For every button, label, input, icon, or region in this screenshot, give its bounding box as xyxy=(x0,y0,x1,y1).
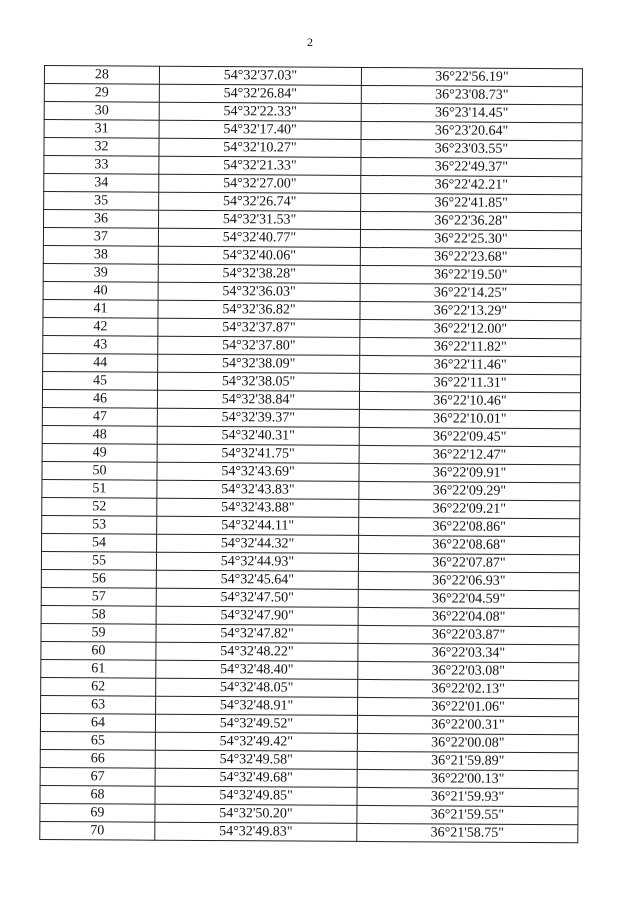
latitude-cell: 54°32'44.32" xyxy=(157,534,359,553)
latitude-cell: 54°32'48.05" xyxy=(156,678,358,697)
longitude-cell: 36°22'09.29" xyxy=(359,481,580,500)
point-number-cell: 64 xyxy=(40,713,155,732)
point-number-cell: 67 xyxy=(40,767,155,786)
point-number-cell: 61 xyxy=(41,659,156,678)
longitude-cell: 36°22'56.19" xyxy=(361,67,582,86)
longitude-cell: 36°23'08.73" xyxy=(361,85,582,104)
point-number-cell: 28 xyxy=(44,66,159,85)
point-number-cell: 60 xyxy=(41,641,156,660)
longitude-cell: 36°22'09.91" xyxy=(359,463,580,482)
point-number-cell: 30 xyxy=(44,102,159,121)
longitude-cell: 36°22'00.13" xyxy=(357,769,578,788)
longitude-cell: 36°22'13.29" xyxy=(360,301,581,320)
point-number-cell: 46 xyxy=(42,389,157,408)
latitude-cell: 54°32'40.77" xyxy=(158,228,360,247)
longitude-cell: 36°23'14.45" xyxy=(361,103,582,122)
point-number-cell: 59 xyxy=(41,623,156,642)
point-number-cell: 40 xyxy=(43,281,158,300)
latitude-cell: 54°32'37.80" xyxy=(158,336,360,355)
longitude-cell: 36°22'19.50" xyxy=(360,265,581,284)
point-number-cell: 29 xyxy=(44,84,159,103)
latitude-cell: 54°32'49.52" xyxy=(155,714,357,733)
longitude-cell: 36°22'49.37" xyxy=(361,157,582,176)
point-number-cell: 35 xyxy=(44,192,159,211)
latitude-cell: 54°32'48.40" xyxy=(156,660,358,679)
latitude-cell: 54°32'10.27" xyxy=(159,138,361,157)
longitude-cell: 36°22'25.30" xyxy=(360,229,581,248)
point-number-cell: 65 xyxy=(40,731,155,750)
latitude-cell: 54°32'47.82" xyxy=(156,624,358,643)
longitude-cell: 36°22'11.31" xyxy=(360,373,581,392)
longitude-cell: 36°22'03.34" xyxy=(358,643,579,662)
point-number-cell: 31 xyxy=(44,120,159,139)
longitude-cell: 36°21'59.89" xyxy=(357,751,578,770)
longitude-cell: 36°22'04.08" xyxy=(358,607,579,626)
point-number-cell: 52 xyxy=(42,497,157,516)
latitude-cell: 54°32'49.83" xyxy=(155,822,357,841)
longitude-cell: 36°21'59.55" xyxy=(357,805,578,824)
coordinates-table-body xyxy=(40,66,583,843)
point-number-cell: 41 xyxy=(43,299,158,318)
longitude-cell: 36°21'58.75" xyxy=(357,823,578,842)
point-number-cell: 63 xyxy=(41,695,156,714)
longitude-cell: 36°22'11.46" xyxy=(360,355,581,374)
latitude-cell: 54°32'17.40" xyxy=(159,120,361,139)
longitude-cell: 36°22'10.46" xyxy=(359,391,580,410)
longitude-cell: 36°22'42.21" xyxy=(361,175,582,194)
latitude-cell: 54°32'48.22" xyxy=(156,642,358,661)
latitude-cell: 54°32'45.64" xyxy=(156,570,358,589)
point-number-cell: 57 xyxy=(41,587,156,606)
latitude-cell: 54°32'26.84" xyxy=(159,84,361,103)
longitude-cell: 36°22'41.85" xyxy=(361,193,582,212)
longitude-cell: 36°22'12.00" xyxy=(360,319,581,338)
latitude-cell: 54°32'47.50" xyxy=(156,588,358,607)
longitude-cell: 36°22'36.28" xyxy=(361,211,582,230)
latitude-cell: 54°32'41.75" xyxy=(157,444,359,463)
latitude-cell: 54°32'31.53" xyxy=(159,210,361,229)
longitude-cell: 36°23'03.55" xyxy=(361,139,582,158)
longitude-cell: 36°22'04.59" xyxy=(358,589,579,608)
latitude-cell: 54°32'48.91" xyxy=(156,696,358,715)
point-number-cell: 70 xyxy=(40,821,155,840)
latitude-cell: 54°32'39.37" xyxy=(157,408,359,427)
latitude-cell: 54°32'44.93" xyxy=(156,552,358,571)
point-number-cell: 49 xyxy=(42,443,157,462)
latitude-cell: 54°32'40.31" xyxy=(157,426,359,445)
latitude-cell: 54°32'38.84" xyxy=(157,390,359,409)
longitude-cell: 36°22'00.08" xyxy=(357,733,578,752)
latitude-cell: 54°32'38.09" xyxy=(158,354,360,373)
point-number-cell: 56 xyxy=(41,569,156,588)
longitude-cell: 36°22'23.68" xyxy=(360,247,581,266)
point-number-cell: 42 xyxy=(43,317,158,336)
point-number-cell: 45 xyxy=(43,371,158,390)
latitude-cell: 54°32'36.82" xyxy=(158,300,360,319)
point-number-cell: 38 xyxy=(43,245,158,264)
point-number-cell: 68 xyxy=(40,785,155,804)
longitude-cell: 36°22'07.87" xyxy=(358,553,579,572)
longitude-cell: 36°22'03.08" xyxy=(358,661,579,680)
point-number-cell: 50 xyxy=(42,461,157,480)
latitude-cell: 54°32'40.06" xyxy=(158,246,360,265)
point-number-cell: 53 xyxy=(42,515,157,534)
point-number-cell: 55 xyxy=(41,551,156,570)
latitude-cell: 54°32'49.58" xyxy=(155,750,357,769)
latitude-cell: 54°32'49.42" xyxy=(155,732,357,751)
latitude-cell: 54°32'21.33" xyxy=(159,156,361,175)
latitude-cell: 54°32'37.87" xyxy=(158,318,360,337)
point-number-cell: 33 xyxy=(44,156,159,175)
point-number-cell: 66 xyxy=(40,749,155,768)
longitude-cell: 36°22'08.68" xyxy=(359,535,580,554)
point-number-cell: 39 xyxy=(43,263,158,282)
longitude-cell: 36°22'09.45" xyxy=(359,427,580,446)
point-number-cell: 47 xyxy=(42,407,157,426)
point-number-cell: 48 xyxy=(42,425,157,444)
longitude-cell: 36°22'06.93" xyxy=(358,571,579,590)
longitude-cell: 36°22'01.06" xyxy=(358,697,579,716)
longitude-cell: 36°22'10.01" xyxy=(359,409,580,428)
longitude-cell: 36°22'00.31" xyxy=(357,715,578,734)
point-number-cell: 51 xyxy=(42,479,157,498)
point-number-cell: 58 xyxy=(41,605,156,624)
coordinates-table xyxy=(39,65,583,843)
point-number-cell: 62 xyxy=(41,677,156,696)
latitude-cell: 54°32'38.28" xyxy=(158,264,360,283)
latitude-cell: 54°32'26.74" xyxy=(159,192,361,211)
point-number-cell: 43 xyxy=(43,335,158,354)
longitude-cell: 36°22'12.47" xyxy=(359,445,580,464)
latitude-cell: 54°32'43.83" xyxy=(157,480,359,499)
page-number: 2 xyxy=(307,35,313,49)
longitude-cell: 36°21'59.93" xyxy=(357,787,578,806)
latitude-cell: 54°32'36.03" xyxy=(158,282,360,301)
longitude-cell: 36°22'03.87" xyxy=(358,625,579,644)
longitude-cell: 36°22'09.21" xyxy=(359,499,580,518)
longitude-cell: 36°22'08.86" xyxy=(359,517,580,536)
latitude-cell: 54°32'22.33" xyxy=(159,102,361,121)
point-number-cell: 44 xyxy=(43,353,158,372)
latitude-cell: 54°32'49.68" xyxy=(155,768,357,787)
latitude-cell: 54°32'38.05" xyxy=(158,372,360,391)
latitude-cell: 54°32'27.00" xyxy=(159,174,361,193)
latitude-cell: 54°32'44.11" xyxy=(157,516,359,535)
longitude-cell: 36°22'14.25" xyxy=(360,283,581,302)
latitude-cell: 54°32'47.90" xyxy=(156,606,358,625)
longitude-cell: 36°22'02.13" xyxy=(358,679,579,698)
latitude-cell: 54°32'43.88" xyxy=(157,498,359,517)
latitude-cell: 54°32'37.03" xyxy=(159,66,361,85)
point-number-cell: 37 xyxy=(43,228,158,247)
table-row xyxy=(40,821,578,842)
latitude-cell: 54°32'50.20" xyxy=(155,804,357,823)
longitude-cell: 36°23'20.64" xyxy=(361,121,582,140)
latitude-cell: 54°32'49.85" xyxy=(155,786,357,805)
point-number-cell: 32 xyxy=(44,138,159,157)
point-number-cell: 69 xyxy=(40,803,155,822)
point-number-cell: 34 xyxy=(44,174,159,193)
point-number-cell: 54 xyxy=(42,533,157,552)
longitude-cell: 36°22'11.82" xyxy=(360,337,581,356)
point-number-cell: 36 xyxy=(44,210,159,229)
latitude-cell: 54°32'43.69" xyxy=(157,462,359,481)
